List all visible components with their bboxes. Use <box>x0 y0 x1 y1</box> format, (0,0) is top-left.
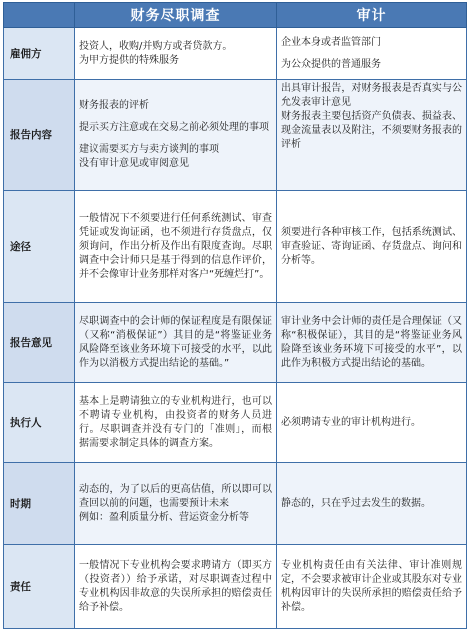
due-diligence-cell <box>75 80 277 191</box>
audit-cell <box>277 28 467 80</box>
row-approach <box>4 191 467 303</box>
header-blank <box>4 3 75 28</box>
cell-line: 审计业务中会计师的责任是合理保证（又称“积极保证），其目的是“将鉴证业务风险降至该业务环境下可接受的水平”，以此作为积极方式提出结论的基础。 <box>281 315 462 369</box>
cell-line: 财务报表的评析 <box>79 100 149 111</box>
due-diligence-cell <box>75 463 277 545</box>
due-diligence-cell <box>75 383 277 463</box>
cell-line: 专业机构责任由有关法律、审计准则规定，不会要求被审计企业或其股东对专业机构因审计的失误所承担的赔偿责任给予补偿。 <box>281 559 462 613</box>
row-label: 雇佣方 <box>4 28 75 80</box>
row-executor <box>4 383 467 463</box>
due-diligence-cell <box>75 191 277 303</box>
audit-cell <box>277 383 467 463</box>
row-label: 执行人 <box>4 383 75 463</box>
cell-line: 为甲方提供的特殊服务 <box>79 54 179 66</box>
row-report-opinion <box>4 303 467 383</box>
header-row <box>4 3 467 28</box>
cell-line: 动态的，为了以后的更高估值，所以即可以查回以前的问题，也需要预计未来 <box>79 483 272 509</box>
cell-line: 企业本身或者监管部门 <box>281 36 381 48</box>
header-audit: 审计 <box>277 3 467 28</box>
due-diligence-cell <box>75 545 277 629</box>
cell-line: 尽职调查中的会计师的保证程度是有限保证（又称“消极保证”）其目的是“将鉴证业务风险降至该业务环境下可接受的水平，以此作为以消极方式提出结论的基础。” <box>79 315 272 369</box>
cell-line: 静态的，只在乎过去发生的数据。 <box>281 497 431 509</box>
audit-cell <box>277 80 467 191</box>
cell-line: 提示买方注意或在交易之前必须处理的事项 <box>79 122 269 133</box>
cell-line: 建议需要买方与卖方谈判的事项 <box>79 144 219 155</box>
row-label: 途径 <box>4 191 75 303</box>
cell-line: 一般情况下专业机构会要求聘请方（即买方（投资者））给予承诺，对尽职调查过程中专业机构因非故意的失误所承担的赔偿责任给予补偿。 <box>79 559 272 613</box>
audit-cell <box>277 545 467 629</box>
cell-line: 投资人，收购/并购方或者贷款方。 <box>79 40 233 52</box>
cell-line: 出具审计报告，对财务报表是否真实与公允发表审计意见 <box>281 83 462 108</box>
row-period <box>4 463 467 545</box>
row-label: 责任 <box>4 545 75 629</box>
row-liability <box>4 545 467 629</box>
row-report-content <box>4 80 467 191</box>
audit-cell <box>277 303 467 383</box>
cell-line: 一般情况下不须要进行任何系统测试、审查凭证或发询证函，也不须进行存货盘点，仅须询问，作出分析及作出有限度查询。尽职调查中会计师只是基于得到的信息作评价，并不会像审计业务那样对客户“死缠烂打”。 <box>79 212 272 280</box>
audit-cell <box>277 463 467 545</box>
cell-line: 没有审计意见或审阅意见 <box>79 158 189 169</box>
row-label: 报告内容 <box>4 80 75 191</box>
cell-line: 例如：盈利质量分析、营运资金分析等 <box>79 511 249 523</box>
row-label: 报告意见 <box>4 303 75 383</box>
header-due-diligence: 财务尽职调查 <box>75 3 277 28</box>
cell-line: 基本上是聘请独立的专业机构进行，也可以不聘请专业机构，由投资者的财务人员进行。尽职调查并没有专门的「准则」，而根据需要求制定具体的调查方案。 <box>79 395 272 449</box>
row-label: 时期 <box>4 463 75 545</box>
cell-line: 须要进行各种审核工作，包括系统测试、审查验证、寄询证函、存货盘点、询问和分析等。 <box>281 226 462 266</box>
audit-cell <box>277 191 467 303</box>
cell-line: 必须聘请专业的审计机构进行。 <box>281 416 421 428</box>
row-employer <box>4 28 467 80</box>
comparison-table <box>3 2 467 629</box>
due-diligence-cell <box>75 303 277 383</box>
due-diligence-cell <box>75 28 277 80</box>
cell-line: 财务报表主要包括资产负债表、损益表、现金流量表以及附注，不须要财务报表的评析 <box>281 111 462 150</box>
cell-line: 为公众提供的普通服务 <box>281 58 381 70</box>
